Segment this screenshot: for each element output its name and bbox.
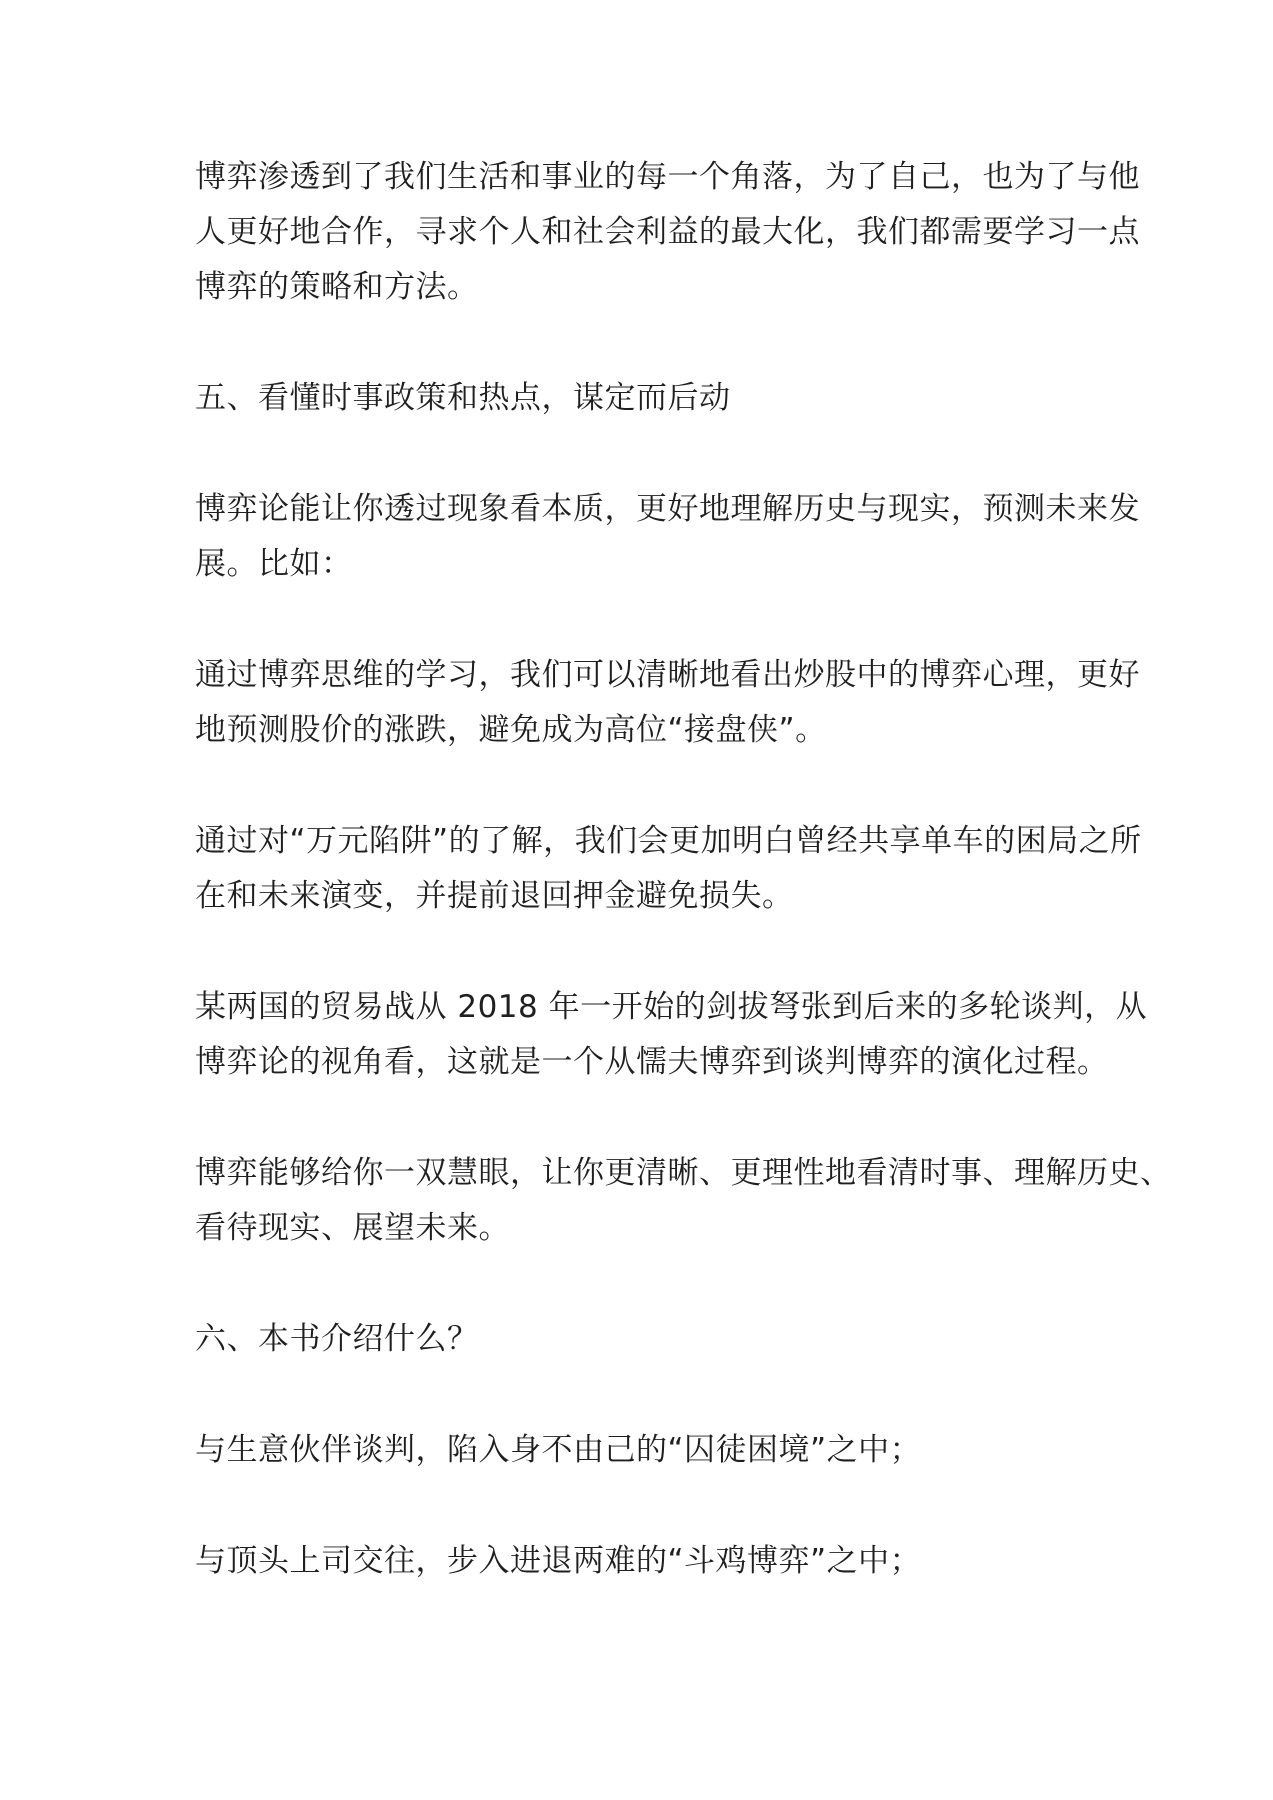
paragraph-line: 通过博弈思维的学习，我们可以清晰地看出炒股中的博弈心理，更好 xyxy=(195,657,1140,693)
section-heading-six xyxy=(195,1312,1080,1367)
paragraph-game-theory-everywhere xyxy=(195,150,1140,315)
paragraph-bike-sharing-example xyxy=(195,814,1142,924)
paragraph-stock-example xyxy=(195,648,1140,758)
paragraph-line: 博弈渗透到了我们生活和事业的每一个角落，为了自己，也为了与他 xyxy=(195,159,1140,195)
paragraph-line: 看待现实、展望未来。 xyxy=(195,1210,510,1246)
paragraph-line: 博弈能够给你一双慧眼，让你更清晰、更理性地看清时事、理解历史、 xyxy=(195,1155,1172,1191)
paragraph-wise-eyes xyxy=(195,1146,1172,1256)
paragraph-line: 与顶头上司交往，步入进退两难的“斗鸡博弈”之中； xyxy=(195,1543,922,1579)
paragraph-line: 地预测股价的涨跌，避免成为高位“接盘侠”。 xyxy=(195,712,827,748)
paragraph-line: 博弈的策略和方法。 xyxy=(195,269,479,305)
paragraph-line: 在和未来演变，并提前退回押金避免损失。 xyxy=(195,878,794,914)
paragraph-see-essence xyxy=(195,482,1140,592)
document-page xyxy=(195,150,1172,1645)
paragraph-line: 与生意伙伴谈判，陷入身不由己的“囚徒困境”之中； xyxy=(195,1432,922,1468)
paragraph-trade-war-example xyxy=(195,980,1148,1090)
section-heading-five xyxy=(195,371,1080,426)
paragraph-line: 某两国的贸易战从 2018 年一开始的剑拔弩张到后来的多轮谈判，从 xyxy=(195,989,1148,1025)
paragraph-chicken-game xyxy=(195,1534,1080,1589)
heading-line: 六、本书介绍什么？ xyxy=(195,1321,479,1357)
paragraph-line: 人更好地合作，寻求个人和社会利益的最大化，我们都需要学习一点 xyxy=(195,214,1140,250)
paragraph-line: 博弈论的视角看，这就是一个从懦夫博弈到谈判博弈的演化过程。 xyxy=(195,1044,1109,1080)
paragraph-line: 通过对“万元陷阱”的了解，我们会更加明白曾经共享单车的困局之所 xyxy=(195,823,1142,859)
paragraph-line: 博弈论能让你透过现象看本质，更好地理解历史与现实，预测未来发 xyxy=(195,491,1140,527)
paragraph-prisoners-dilemma xyxy=(195,1423,1080,1478)
heading-line: 五、看懂时事政策和热点，谋定而后动 xyxy=(195,380,731,416)
paragraph-line: 展。比如： xyxy=(195,546,353,582)
